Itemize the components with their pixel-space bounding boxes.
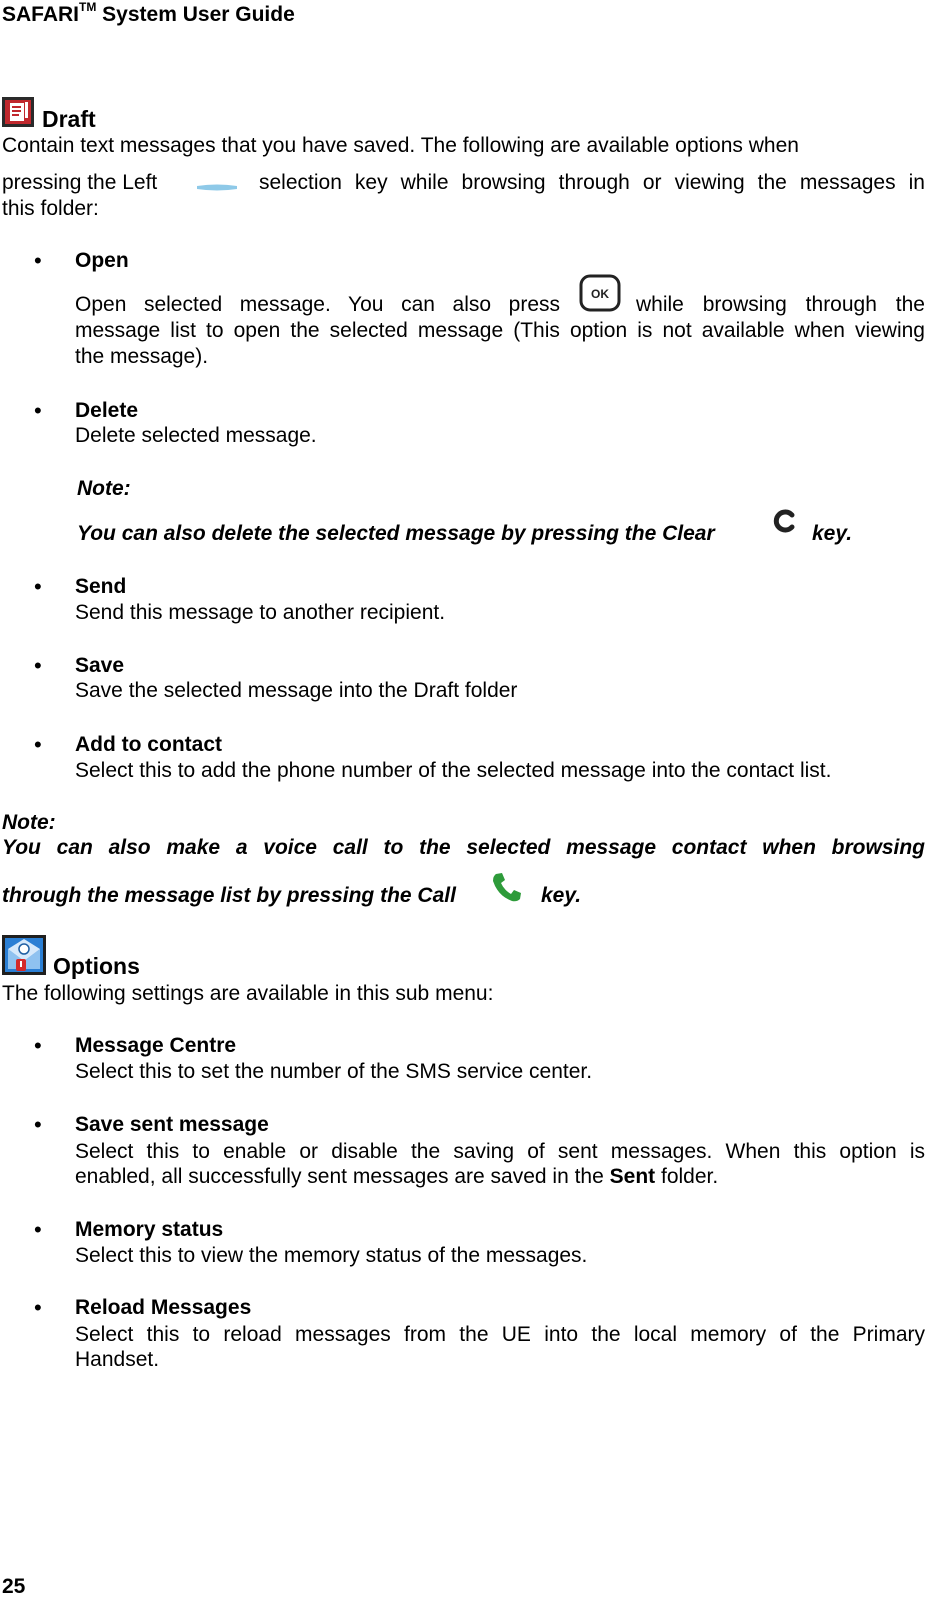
bullet-message-centre: • (34, 1033, 42, 1058)
reload-desc-1: Select this to reload messages from the UE into the local memory of the Primary (75, 1323, 925, 1346)
call-note-line-2: through the message list by pressing the Call (2, 884, 456, 907)
open-desc-1b: while browsing through the (636, 293, 925, 316)
draft-intro-line-2b: selection key while browsing through or viewing the messages in (259, 171, 925, 194)
call-note-label: Note: (2, 811, 56, 834)
memory-status-label: Memory status (75, 1218, 224, 1241)
bullet-delete: • (34, 398, 42, 423)
save-sent-desc-2c: folder. (655, 1165, 719, 1188)
message-centre-desc: Select this to set the number of the SMS service center. (75, 1060, 593, 1083)
clear-key-icon (772, 508, 798, 534)
bullet-open: • (34, 248, 42, 273)
draft-intro-line-2a: pressing the Left (2, 171, 158, 194)
add-contact-desc: Select this to add the phone number of the selected message into the contact list. (75, 759, 832, 782)
memory-status-desc: Select this to view the memory status of the messages. (75, 1244, 588, 1267)
options-section-title: Options (53, 953, 140, 979)
draft-intro-line-1: Contain text messages that you have saved. The following are available options when (2, 134, 799, 157)
save-desc: Save the selected message into the Draft folder (75, 679, 518, 702)
ok-key-icon (579, 274, 621, 312)
draft-folder-icon (2, 97, 34, 127)
save-sent-desc-2 (75, 1164, 718, 1190)
call-note-line-1: You can also make a voice call to the selected message contact when browsing (2, 836, 925, 859)
call-key-icon (490, 870, 524, 904)
bullet-memory-status: • (34, 1217, 42, 1242)
header-brand: SAFARI (2, 3, 80, 26)
delete-note-text: You can also delete the selected message by pressing the Clear (77, 522, 715, 545)
svg-text:OK: OK (591, 287, 609, 301)
bullet-reload: • (34, 1295, 42, 1320)
document-header (2, 2, 295, 27)
delete-desc: Delete selected message. (75, 424, 317, 447)
options-folder-icon (2, 935, 46, 975)
bullet-save: • (34, 653, 42, 678)
draft-section-title: Draft (42, 106, 96, 132)
delete-note-label: Note: (77, 477, 131, 500)
bullet-save-sent: • (34, 1112, 42, 1137)
draft-intro-line-3: this folder: (2, 197, 99, 220)
save-sent-desc-2a: enabled, all successfully sent messages are saved in the (75, 1165, 604, 1188)
add-contact-label: Add to contact (75, 733, 222, 756)
save-sent-desc-1: Select this to enable or disable the saving of sent messages. When this option is (75, 1140, 925, 1163)
sent-folder-name: Sent (609, 1165, 656, 1188)
reload-label: Reload Messages (75, 1296, 252, 1319)
call-note-key: key. (541, 884, 582, 907)
open-desc-1a: Open selected message. You can also press (75, 293, 560, 316)
open-desc-2: message list to open the selected message (This option is not available when viewing (75, 319, 925, 342)
open-desc-3: the message). (75, 345, 209, 368)
left-softkey-icon (196, 175, 238, 185)
send-desc: Send this message to another recipient. (75, 601, 446, 624)
options-intro: The following settings are available in this sub menu: (2, 982, 494, 1005)
header-title: System User Guide (96, 3, 295, 26)
bullet-add-contact: • (34, 732, 42, 757)
reload-desc-2: Handset. (75, 1348, 160, 1371)
send-label: Send (75, 575, 127, 598)
page-number: 25 (2, 1575, 26, 1598)
open-label: Open (75, 249, 129, 272)
delete-note-key: key. (812, 522, 853, 545)
save-label: Save (75, 654, 125, 677)
bullet-send: • (34, 574, 42, 599)
delete-label: Delete (75, 399, 139, 422)
message-centre-label: Message Centre (75, 1034, 237, 1057)
save-sent-label: Save sent message (75, 1113, 269, 1136)
trademark-mark: TM (79, 0, 97, 14)
